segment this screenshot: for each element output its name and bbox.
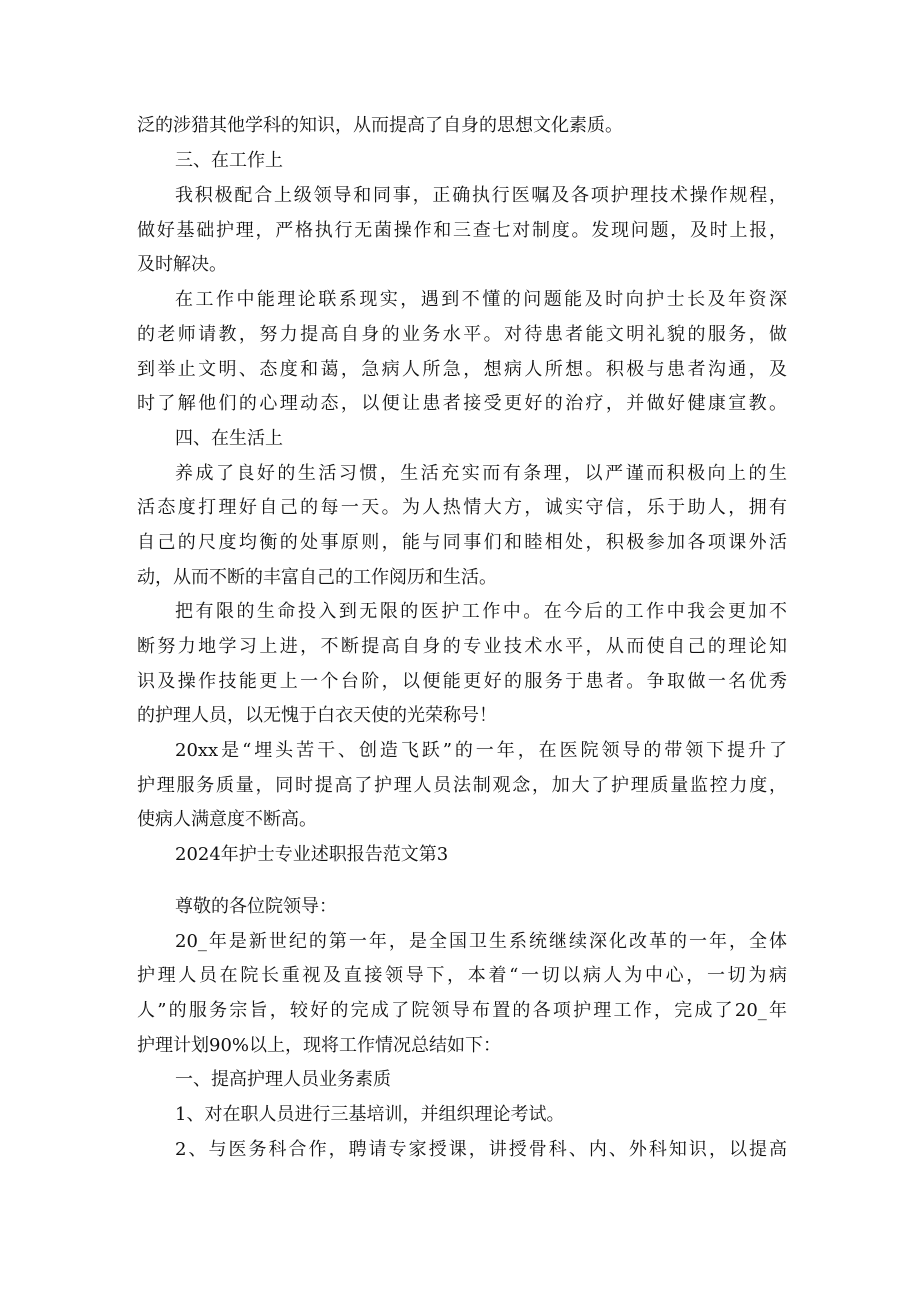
body-text-line: 20xx是“埋头苦干、创造飞跃”的一年，在医院领导的带领下提升了: [175, 740, 787, 761]
body-text-line: 活态度打理好自己的每一天。为人热情大方，诚实守信，乐于助人，拥有: [137, 497, 787, 518]
body-text-line: 护理人员在院长重视及直接领导下，本着“一切以病人为中心，一切为病: [137, 965, 787, 986]
body-text-line: 使病人满意度不断高。: [137, 809, 317, 830]
body-text-line: 断努力地学习上进，不断提高自身的专业技术水平，从而使自己的理论知: [137, 636, 787, 657]
body-text-line: 人”的服务宗旨，较好的完成了院领导布置的各项护理工作，完成了20_年: [137, 1000, 787, 1021]
body-text-line: 识及操作技能更上一个台阶，以便能更好的服务于患者。争取做一名优秀: [137, 671, 787, 692]
body-text-line: 护理服务质量，同时提高了护理人员法制观念，加大了护理质量监控力度，: [137, 775, 787, 796]
body-text-line: 时了解他们的心理动态，以便让患者接受更好的治疗，并做好健康宣教。: [137, 393, 787, 414]
body-text-line: 泛的涉猎其他学科的知识，从而提高了自身的思想文化素质。: [137, 115, 623, 136]
body-text-line: 的老师请教，努力提高自身的业务水平。对待患者能文明礼貌的服务，做: [137, 324, 787, 345]
section-heading: 四、在生活上: [175, 428, 283, 449]
body-text-line: 养成了良好的生活习惯，生活充实而有条理，以严谨而积极向上的生: [175, 463, 787, 484]
body-text-line: 自己的尺度均衡的处事原则，能与同事们和睦相处，积极参加各项课外活: [137, 532, 787, 553]
section-heading: 三、在工作上: [175, 150, 283, 171]
salutation: 尊敬的各位院领导：: [175, 896, 337, 917]
body-text-line: 到举止文明、态度和蔼，急病人所急，想病人所想。积极与患者沟通，及: [137, 359, 787, 380]
section-heading: 一、提高护理人员业务素质: [175, 1069, 391, 1090]
body-text-line: 20_年是新世纪的第一年，是全国卫生系统继续深化改革的一年，全体: [175, 931, 787, 952]
body-text-line: 把有限的生命投入到无限的医护工作中。在今后的工作中我会更加不: [175, 601, 787, 622]
body-text-line: 及时解决。: [137, 254, 227, 275]
body-text-line: 做好基础护理，严格执行无菌操作和三查七对制度。发现问题，及时上报，: [137, 220, 787, 241]
list-item: 2、与医务科合作，聘请专家授课，讲授骨科、内、外科知识，以提高: [175, 1139, 787, 1160]
body-text-line: 护理计划90%以上，现将工作情况总结如下：: [137, 1035, 502, 1056]
document-title: 2024年护士专业述职报告范文第3: [175, 844, 449, 865]
body-text-line: 的护理人员，以无愧于白衣天使的光荣称号！: [137, 705, 497, 726]
body-text-line: 在工作中能理论联系现实，遇到不懂的问题能及时向护士长及年资深: [175, 289, 787, 310]
body-text-line: 我积极配合上级领导和同事，正确执行医嘱及各项护理技术操作规程，: [175, 185, 787, 206]
list-item: 1、对在职人员进行三基培训，并组织理论考试。: [175, 1104, 565, 1125]
body-text-line: 动，从而不断的丰富自己的工作阅历和生活。: [137, 567, 497, 588]
